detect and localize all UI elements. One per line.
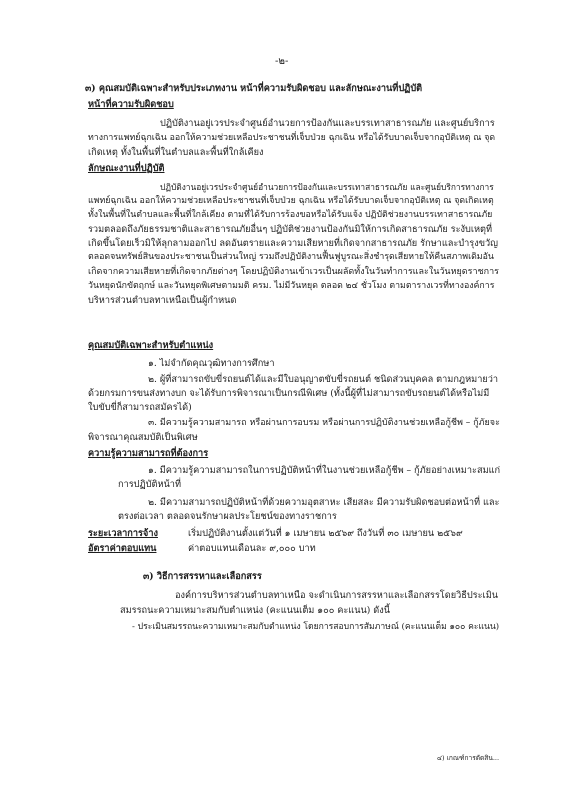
wage-label: อัตราค่าตอบแทน <box>88 543 157 554</box>
nature-line: เกิดขึ้นโดยเร็วมิให้ลุกลามออกไป ลดอันตรายและความเสียหายที่เกิดจากสาธารณภัย รักษาและบำรุงขวัญ <box>88 238 498 249</box>
section-heading-qualifications-duties: ๓) คุณสมบัติเฉพาะสำหรับประเภทงาน หน้าที่ความรับผิดชอบ และลักษณะงานที่ปฏิบัติ <box>85 83 423 94</box>
duty-line: ปฏิบัติงานอยู่เวรประจำศูนย์อำนวยการป้องกันและบรรเทาสาธารณภัย และศูนย์บริการ <box>160 118 495 129</box>
next-page-continuation: ๔) เกณฑ์การตัดสิน... <box>437 754 500 762</box>
nature-line: แพทย์ฉุกเฉิน ออกให้ความช่วยเหลือประชาชนที่เจ็บป่วย ฉุกเฉิน หรือได้รับบาดเจ็บจากอุบัติเหตุ ณ จุดเกิดเหตุ <box>88 196 494 206</box>
qualification-heading: คุณสมบัติเฉพาะสำหรับตำแหน่ง <box>88 340 214 351</box>
knowledge-line: ตรงต่อเวลา ตลอดจนรักษาผลประโยชน์ของทางราชการ <box>118 511 337 522</box>
duty-line: เกิดเหตุ ทั้งในพื้นที่ในตำบลและพื้นที่ใกล้เคียง <box>88 147 264 158</box>
knowledge-line: การปฏิบัติหน้าที่ <box>118 479 182 490</box>
qualification-line: ๒. ผู้ที่สามารถขับขี่รถยนต์ได้และมีใบอนุญาตขับขี่รถยนต์ ชนิดส่วนบุคคล ตามกฎหมายว่า <box>148 374 499 385</box>
nature-line: บริหารส่วนตำบลทาเหนือเป็นผู้กำหนด <box>88 295 237 306</box>
knowledge-line: ๒. มีความสามารถปฏิบัติหน้าที่ด้วยความอุตสาหะ เสียสละ มีความรับผิดชอบต่อหน้าที่ และ <box>148 497 500 508</box>
qualification-line: ด้วยกรมการขนส่งทางบก จะได้รับการพิจารณาเป็นกรณีพิเศษ (ทั้งนี้ผู้ที่ไม่สามารถขับรถยนต์ได้หรือไม่มี <box>88 388 490 399</box>
selection-line: สมรรถนะความเหมาะสมกับตำแหน่ง (คะแนนเต็ม ๑๐๐ คะแนน) ดังนี้ <box>120 605 391 616</box>
page-number: -๒- <box>275 56 289 67</box>
employment-period-value: เริ่มปฏิบัติงานตั้งแต่วันที่ ๑ เมษายน ๒๕๖๙ ถึงวันที่ ๓๐ เมษายน ๒๕๖๙ <box>188 528 463 539</box>
nature-line: วันหยุดนักขัตฤกษ์ และวันหยุดพิเศษตามมติ ครม. ไม่มีวันหยุด ตลอด ๒๔ ชั่วโมง ตามตารางเวรที่ทางองค์การ <box>88 281 495 291</box>
nature-line: รวมตลอดถึงภัยธรรมชาติและสาธารณภัยอื่นๆ ปฏิบัติช่วยงานป้องกันมิให้การเกิดสาธารณภัย ระงับเหตุที่ <box>88 224 493 235</box>
qualification-line: พิจารณาคุณสมบัติเป็นพิเศษ <box>88 432 198 443</box>
qualification-line: ๑. ไม่จำกัดคุณวุฒิทางการศึกษา <box>148 358 275 369</box>
selection-line: องค์การบริหารส่วนตำบลทาเหนือ จะดำเนินการสรรหาและเลือกสรรโดยวิธีประเมิน <box>175 590 499 601</box>
nature-line: ทั้งในพื้นที่ในตำบลและพื้นที่ใกล้เคียง ตามที่ได้รับการร้องขอหรือได้รับแจ้ง ปฏิบัติช่วยงานบรรเทาสาธารณภัย <box>88 210 493 220</box>
qualification-line: ๓. มีความรู้ความสามารถ หรือผ่านการอบรม หรือผ่านการปฏิบัติงานช่วยเหลือกู้ชีพ – กู้ภัยจะ <box>148 418 500 428</box>
section-heading-selection: ๓) วิธีการสรรหาและเลือกสรร <box>143 571 262 582</box>
qualification-line: ใบขับขี่ก็สามารถสมัครได้) <box>88 402 192 413</box>
knowledge-line: ๑. มีความรู้ความสามารถในการปฏิบัติหน้าที่ในงานช่วยเหลือกู้ชีพ – กู้ภัยอย่างเหมาะสมแก่ <box>148 465 501 476</box>
employment-period-label: ระยะเวลาการจ้าง <box>88 528 158 539</box>
nature-line: เกิดจากความเสียหายที่เกิดจากภัยต่างๆ โดยปฏิบัติงานเข้าเวรเป็นผลัดทั้งในวันทำการและในวันหยุดราชการ <box>88 267 499 277</box>
nature-line: ตลอดจนทรัพย์สินของประชาชนเป็นส่วนใหญ่ รวมถึงปฏิบัติงานฟื้นฟูบูรณะสิ่งชำรุดเสียหายให้คืนสภาพเดิมอัน <box>88 252 494 262</box>
wage-value: ค่าตอบแทนเดือนละ ๙,๐๐๐ บาท <box>188 543 316 554</box>
duty-line: ทางการแพทย์ฉุกเฉิน ออกให้ความช่วยเหลือประชาชนที่เจ็บป่วย ฉุกเฉิน หรือได้รับบาดเจ็บจากอุบัติเหตุ ณ จุด <box>88 133 496 143</box>
selection-line: - ประเมินสมรรถนะความเหมาะสมกับตำแหน่ง โดยการสอบการสัมภาษณ์ (คะแนนเต็ม ๑๐๐ คะแนน) <box>132 622 500 632</box>
knowledge-heading: ความรู้ความสามารถที่ต้องการ <box>88 448 209 459</box>
duty-heading: หน้าที่ความรับผิดชอบ <box>88 99 174 110</box>
nature-line: ปฏิบัติงานอยู่เวรประจำศูนย์อำนวยการป้องกันและบรรเทาสาธารณภัย และศูนย์บริการทางการ <box>160 182 494 192</box>
nature-heading: ลักษณะงานที่ปฏิบัติ <box>88 163 165 174</box>
